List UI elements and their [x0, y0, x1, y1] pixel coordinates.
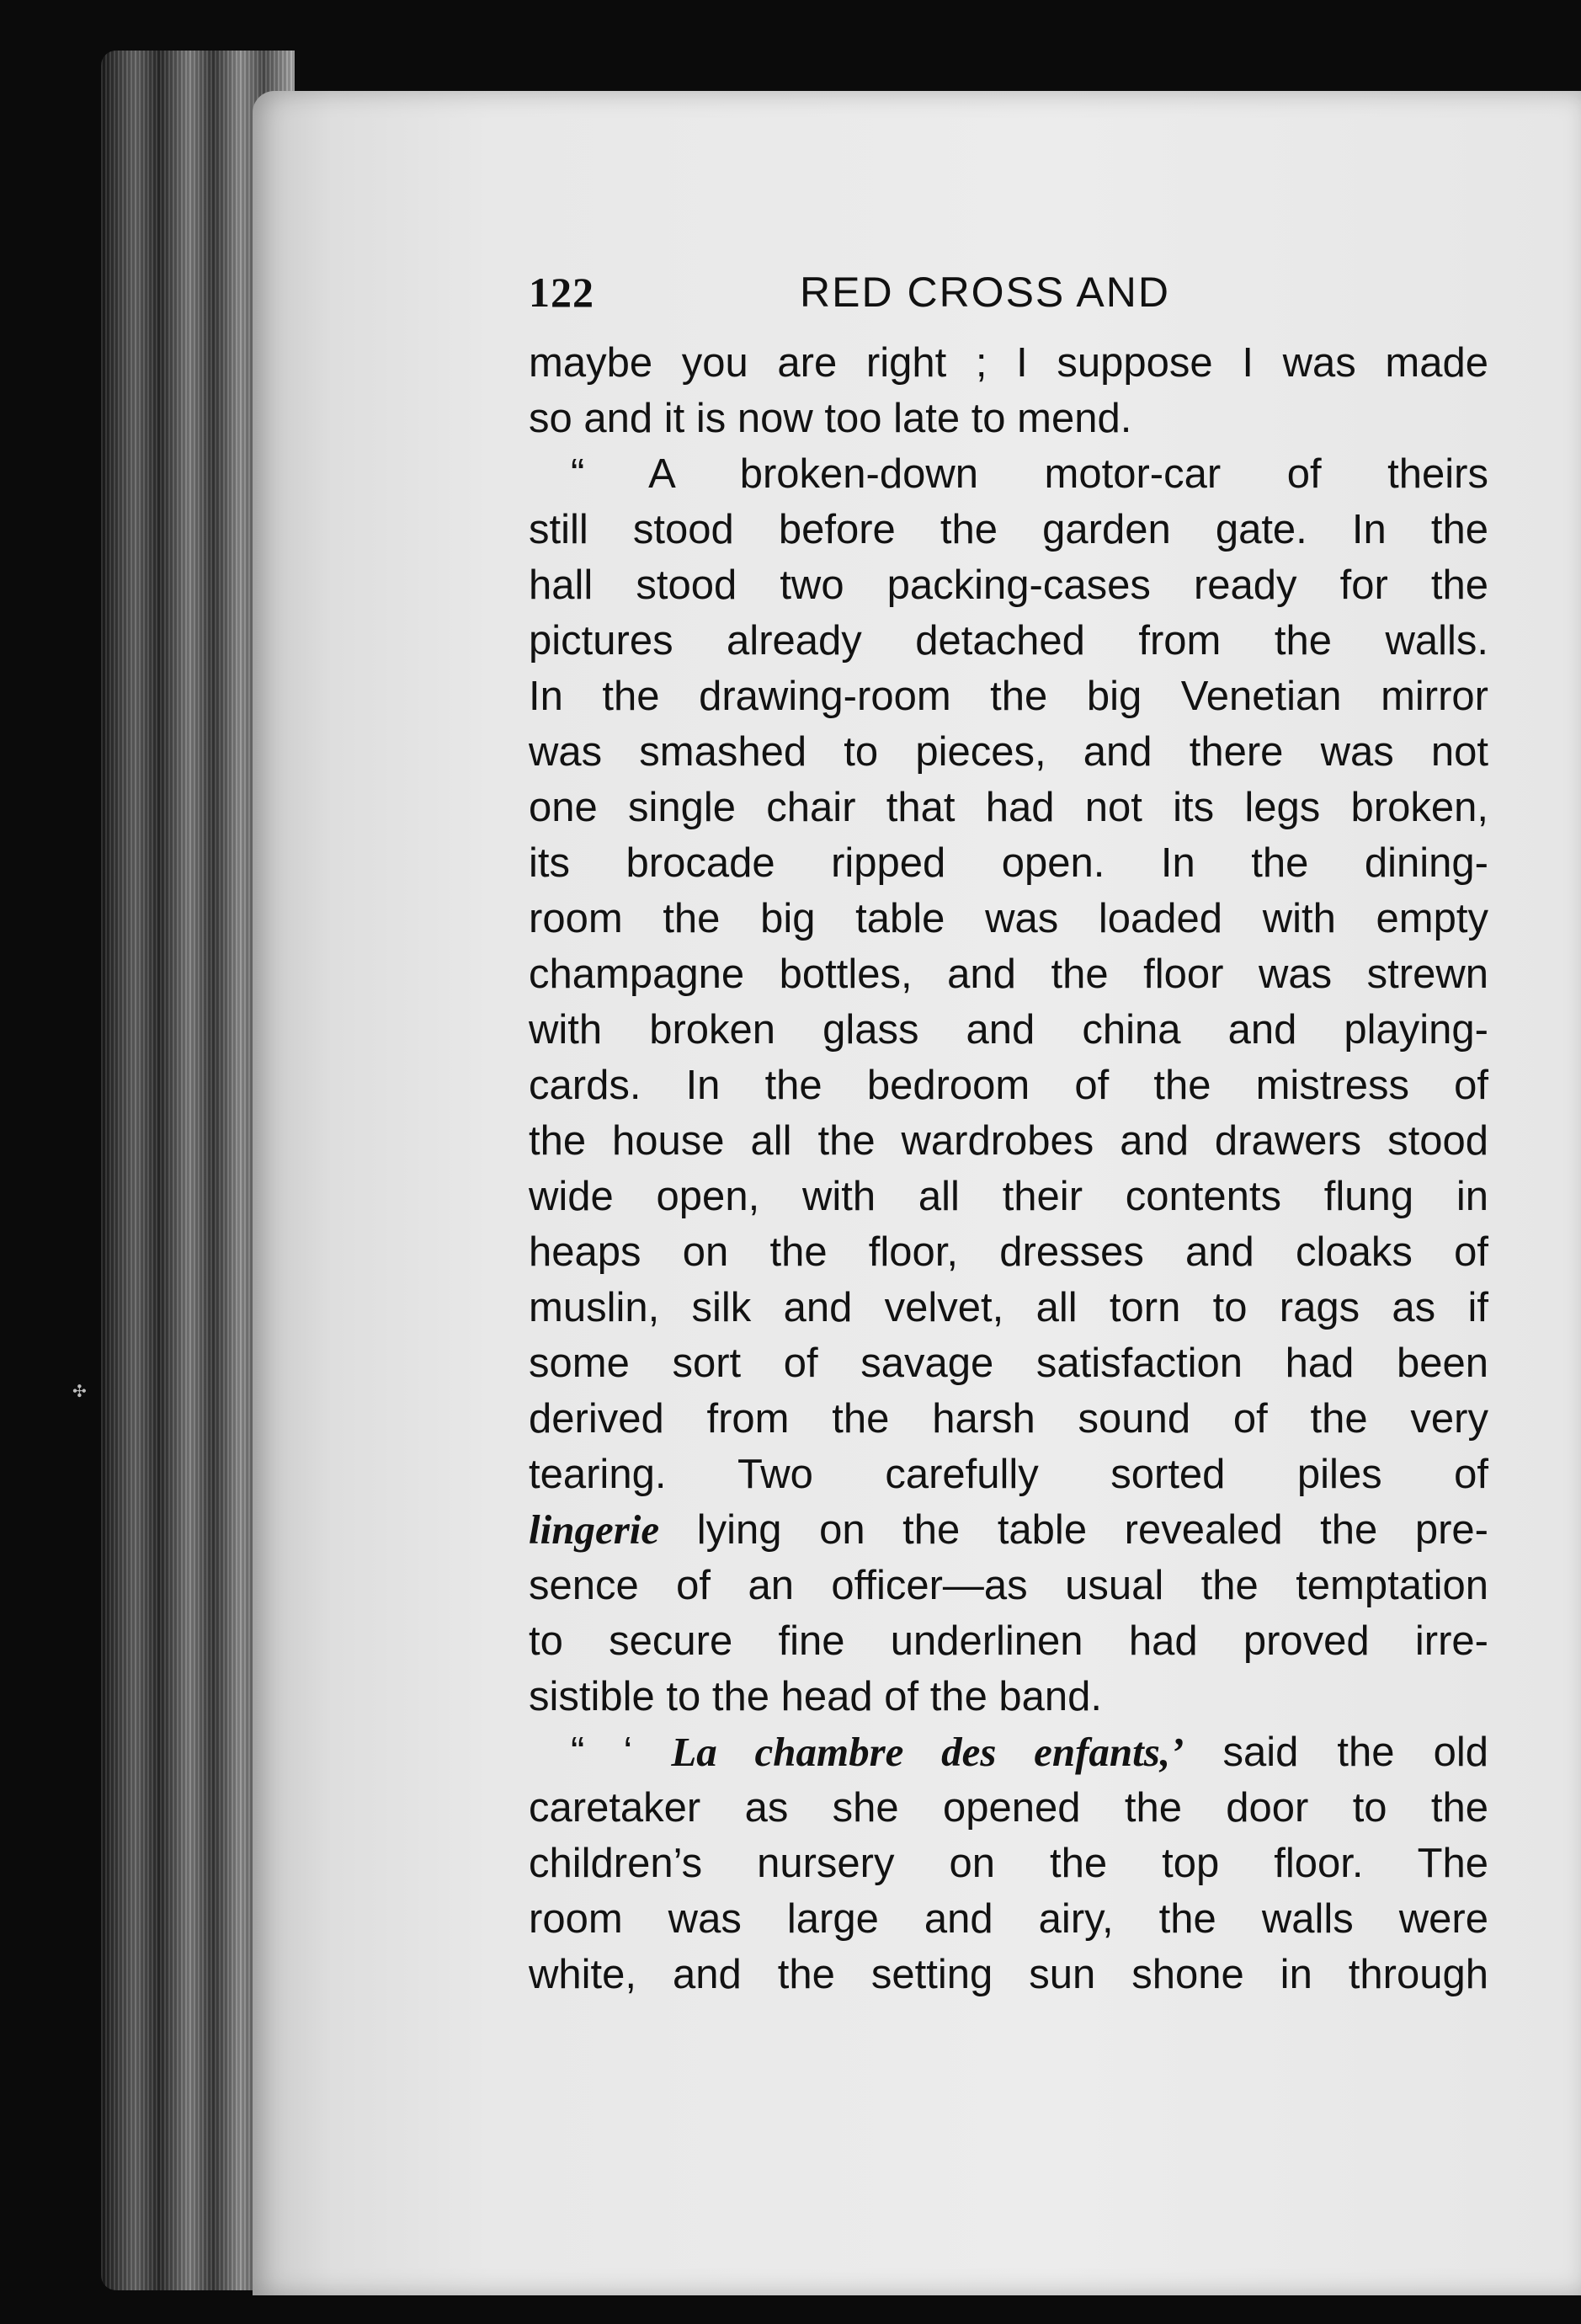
- text-line: caretaker as she opened the door to the: [529, 1785, 1488, 1831]
- text-line: still stood before the garden gate. In the: [529, 507, 1488, 552]
- text-line: pictures already detached from the walls.: [529, 618, 1488, 664]
- text-line: derived from the harsh sound of the very: [529, 1396, 1488, 1442]
- text-line: sence of an officer—as usual the temptation: [529, 1563, 1488, 1608]
- text-line: [529, 1724, 1488, 1780]
- page-header: [529, 268, 1488, 327]
- text-line: hall stood two packing-cases ready for the: [529, 562, 1488, 608]
- page-number: 122: [529, 269, 594, 316]
- text-line: tearing. Two carefully sorted piles of: [529, 1452, 1488, 1497]
- margin-mark-icon: ✣: [72, 1381, 87, 1401]
- text-line: heaps on the floor, dresses and cloaks of: [529, 1229, 1488, 1275]
- italic-word: lingerie: [529, 1506, 660, 1553]
- text-line: some sort of savage satisfaction had been: [529, 1341, 1488, 1386]
- text-line: the house all the wardrobes and drawers stood: [529, 1118, 1488, 1164]
- text-line: In the drawing-room the big Venetian mirror: [529, 674, 1488, 719]
- text-line: was smashed to pieces, and there was not: [529, 729, 1488, 775]
- text-line: one single chair that had not its legs broken,: [529, 785, 1488, 830]
- italic-phrase: La chambre des enfants,’: [671, 1729, 1184, 1775]
- text-line: room was large and airy, the walls were: [529, 1896, 1488, 1942]
- body-text: [529, 335, 1488, 2002]
- running-head: RED CROSS AND: [800, 269, 1170, 316]
- text-line: its brocade ripped open. In the dining-: [529, 840, 1488, 886]
- text-line: “ A broken-down motor-car of theirs: [571, 451, 1488, 497]
- text-fragment: lying on the table revealed the pre-: [696, 1507, 1488, 1553]
- text-line: to secure fine underlinen had proved irre-: [529, 1618, 1488, 1664]
- text-line: white, and the setting sun shone in through: [529, 1952, 1488, 1997]
- text-line: maybe you are right ; I suppose I was made: [529, 340, 1488, 386]
- text-line: children’s nursery on the top floor. The: [529, 1841, 1488, 1886]
- text-line: cards. In the bedroom of the mistress of: [529, 1063, 1488, 1108]
- text-line: [529, 1502, 1488, 1558]
- text-line: so and it is now too late to mend.: [529, 396, 1132, 441]
- text-line: wide open, with all their contents flung in: [529, 1174, 1488, 1219]
- quote-mark: “ ‘: [571, 1730, 633, 1775]
- text-line: sistible to the head of the band.: [529, 1674, 1103, 1719]
- text-line: with broken glass and china and playing-: [529, 1007, 1488, 1053]
- text-line: champagne bottles, and the floor was strewn: [529, 951, 1488, 997]
- text-line: muslin, silk and velvet, all torn to rags as if: [529, 1285, 1488, 1330]
- text-fragment: said the old: [1222, 1730, 1488, 1775]
- text-line: room the big table was loaded with empty: [529, 896, 1488, 941]
